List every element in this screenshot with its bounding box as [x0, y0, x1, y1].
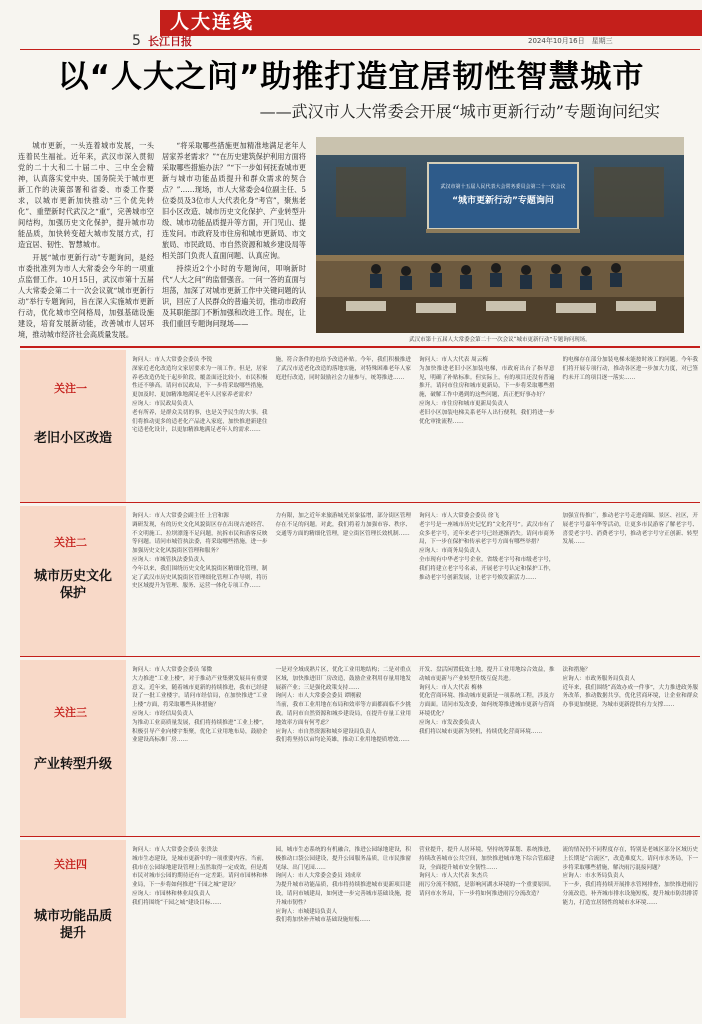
qa-column: 询问人：市人大常委会副主任 上官和源 调研发现，有的历史文化风貌街区存在出现古迹经营、不文明施工、拉坝漂蓬不足问题，抗拆市民和游客反映等问题。请问市城管执法委，将采取哪些措施，进一步加强历史文化风貌街区管理和服务？ 应询人：市城管执法委负责人 今年以来，我们围绕历史文化风貌街区精细化管理，制定了武汉市历史风貌街区管理细化管理工作导则，将历史区域提升为管理、服务、运营一体化专项工作…… — [132, 513, 268, 590]
lead-column-2 — [162, 140, 306, 331]
section-title: 人大连线 — [170, 11, 255, 33]
qa-column: 流的情况仍不同程度存在，特别是老城区部分区域历史上长期是“合流区”，改造难度大。请问市水务局，下一步将采取哪些措施，解决雨污混接问题？ 应询人：市水务局负责人 下一步，我们将持续开展排水管网排查，加快推进雨污分流改造，补齐城市排水设施短板，提升城市防洪排涝能力，打造宜居韧性的城市水环境…… — [562, 847, 698, 906]
qa-column: 力有限，加之近年来旅游城光景象猛增，部分街区管理存在不足的问题。对此，我们将着力加强市容、秩序、交通等方面的精细化管理，建立街区管理长效机制…… — [275, 513, 411, 537]
focus-name: 城市历史文化保护 — [33, 569, 112, 601]
focus-label-box — [20, 506, 126, 656]
qa-column: 施，符合条件的也给予改造补贴。今年，我们积极推进了武汉市适老化改造的落地实施，对特殊困难老年人家庭进行改造，同时鼓励社会力量参与，统筹推进…… — [275, 357, 411, 381]
lead-paragraph: 持续近2个小时的专题询问，叩响新时代“人大之问”的监督强音。一问一答的直面与坦荡，加深了对城市更新工作中关键问题的认识，回应了人民群众的普遍关切，推动市政府及其职能部门不断加强和改进工作。现在，让我们重回专题询问现场—— — [162, 264, 306, 328]
focus-columns — [132, 512, 698, 591]
qa-column: 询问人：市人大常委会委员 张贵法 城市生态建设，是城市更新中的一项重要内容。当前，我市在公园绿地建设管理上虽然取得一定成效，但是离市民对城市公园的期待还有一定差距。请问市园林和林业局，下一步将如何推进“千园之城”建设？ 应询人：市园林和林业局负责人 我们将围绕“千园之城”建设目标…… — [132, 847, 268, 906]
section-divider — [20, 346, 700, 348]
header-divider — [20, 49, 700, 50]
focus-prefix: 关注四 — [54, 858, 87, 871]
qa-column: 一是对全域成熟片区，优化工业用地结构；二是对重点区域，加快推进旧厂房改造，鼓励企业利用存量用地发展新产业；三是强化政策支持…… 询问人：市人大常委会委员 谭刚毅 当前，我市工业用地在布局和效率等方面都面临不少挑战。请问市自然资源和城乡建设局，在提升存量工业用地效率方面有何考虑？ 应询人：市自然资源和城乡建设局负责人 我们将坚持以亩均论英雄，推动工业用地提质增效…… — [275, 667, 411, 744]
focus-prefix: 关注二 — [54, 536, 87, 549]
lead-paragraph: 开展“城市更新行动”专题询问，是经市委批准列为市人大常委会今年的一项重点监督工作。10月15日，武汉市第十五届人大常委会第二十一次会议就“城市更新行动”举行专题询问，旨在深入实施城市更新行动，优化城市空间格局，加强基础设施建设，培育发展新动能，改善城市人居环境，推动城市经济社会高质量发展。 — [18, 253, 154, 339]
focus-name: 城市功能品质提升 — [33, 909, 112, 941]
qa-column: 询问人：市人大代表 周云梅 为加快推进老旧小区加装电梯，市政府出台了指导意见，明确了补贴标准。但实际上，有的项目还没有普遍推开。请问市住房和城市更新局，下一步将采取哪些措施，破解工作中遇到的这些问题，真正把好事办好？ 应询人：市住房和城市更新局负责人 老旧小区加装电梯关系老年人出行便利，我们将进一步优化审批流程…… — [419, 357, 555, 425]
hearing-photo — [316, 137, 684, 333]
focus-label-box — [20, 350, 126, 502]
focus-columns — [132, 846, 698, 925]
page-number: 5 — [132, 33, 141, 49]
lead-paragraph: 城市更新，一头连着城市发展，一头连着民生福祉。近年来，武汉市深入贯彻党的二十大和二十届二中、三中全会精神，认真落实党中央、国务院关于城市更新工作的决策部署和省委、市委工作要求，以城市更新加快推动“三个优先转化”、重塑新时代武汉之“重”，完善城市空间结构，加强历史文化保护，提升城市功能品质，加快转变超大城市发展方式，打造宜居、韧性、智慧城市。 — [18, 141, 154, 249]
screen-line-2: “城市更新行动”专题询问 — [452, 196, 554, 206]
qa-column: 营业提升，提升人居环境，坚持统筹谋划、系统推进，持续改善城市公共空间，加快推进城市地下综合管廊建设，全面提升城市安全韧性…… 询问人：市人大代表 朱杰兵 雨污分流不彻底，是影响河湖水环境的一个重要原因。请问市水务局，下一步将如何推进雨污分流改造？ — [419, 847, 555, 897]
qa-column: 法和措施？ 应询人：市政务服务局负责人 近年来，我们围绕“高效办成一件事”，大力推进政务服务改革，推动数据共享，优化营商环境，让企业和群众办事更加便捷，为城市更新提供有力支撑…… — [562, 667, 698, 709]
focus-section-3 — [20, 660, 700, 837]
qa-column: 的电梯存在部分加装电梯未能按时竣工的问题。今年我们将开展专项行动，推动各区进一步加大力度，对已签约未开工的项目逐一落实…… — [562, 357, 698, 381]
focus-section-4 — [20, 840, 700, 1018]
focus-section-1 — [20, 350, 700, 503]
screen-line-1: 武汉市第十五届人民代表大会常务委员会第二十一次会议 — [440, 184, 566, 190]
article-title: 以“人大之问”助推打造宜居韧性智慧城市 — [57, 59, 645, 95]
article-subtitle: ——武汉市人大常委会开展“城市更新行动”专题询问纪实 — [259, 102, 660, 121]
focus-columns — [132, 666, 698, 745]
lead-column-1 — [18, 140, 154, 342]
qa-column: 开发、盘活闲置低效土地，提升工业用地综合效益，推动城市更新与产业转型升级互促共进。 询问人：市人大代表 梅林 优化营商环境、推动城市更新是一项系统工程，涉及方方面面。请问市发改委，如何统筹推进城市更新与营商环境优化？ 应询人：市发改委负责人 我们将以城市更新为契机，持续优化营商环境…… — [419, 667, 555, 735]
qa-column: 询问人：市人大常委会委员 李锐 深家近老化改造均文家居要求为一项工作。但是，居家养老改造仍处于起步阶段，覆盖面还比较小，市民积极性还不够高。请问市民政局，下一步将采取哪些措施，更加及时、更加精准地满足老年人居家养老需求？ 应询人：市民政局负责人 老有所养，是群众关切的事，也是关乎民生的大事。我们将推动更多的适老化产品进入家庭，加快推进新建住宅适老化设计，以更加精准地满足老年人的需求…… — [132, 357, 268, 434]
qa-column: 询问人：市人大常委会委员 邹微 大力推进“工业上楼”，对于推动产业集聚发展具有重要意义。近年来，随着城市更新的持续推进，我市已经建设了一批工业楼宇。请问市经信局，在加快推进“工业上楼”方面，将采取哪些具体措施？ 应询人：市经信局负责人 为推动工业高质量发展，我们将持续推进“工业上楼”，积极引导产业向楼宇集聚，优化工业用地布局，鼓励企业建设高标准厂房…… — [132, 667, 268, 744]
focus-prefix: 关注一 — [54, 382, 87, 395]
lead-paragraph: “将采取哪些措施更加精准地满足老年人居家养老需求？”“在历史建筑保护利用方面将采取哪些措施办法？”“下一步如何抚查城市更新与城市功能品质提升和群众需求的契合点？”……现场，市人大常委会4位副主任、5位委员及3位市人大代表化身“考官”，聚焦老旧小区改造、城市历史文化保护、产业转型升级、城市功能品质提升等方面，开门见山、提连发问。市政府及市住房和城市更新局、市文旅局、市民政局、市自然资源和城乡建设局等相关部门负责人直面问题、认真应询。 — [162, 141, 306, 260]
focus-label-box — [20, 840, 126, 1018]
qa-column: 加强宣传推广，推动老字号走进商圈、景区、社区，开展老字号嘉年华等活动，让更多市民游客了解老字号、喜爱老字号、消费老字号，推动老字号守正创新、转型发展…… — [562, 513, 698, 546]
focus-columns — [132, 356, 698, 435]
paper-logo: 长江日报 — [148, 35, 192, 48]
focus-label-box — [20, 660, 126, 836]
focus-section-2 — [20, 506, 700, 657]
qa-column: 园，城市生态系统的有机融合，推进公园绿地建设，积极推动口袋公园建设，提升公园服务品质，让市民推窗见绿、出门见园…… 询问人：市人大常委会委员 刘成章 为提升城市功能品质，我市将持续推进城市更新项目建设，请问市城建局，如何进一步完善城市基础设施，提升城市韧性？ 应询人：市城建局负责人 我们将加快补齐城市基础设施短板…… — [275, 847, 411, 924]
issue-date: 2024年10月16日 星期三 — [528, 37, 613, 45]
focus-name: 老旧小区改造 — [33, 431, 112, 446]
focus-name: 产业转型升级 — [33, 757, 112, 772]
qa-column: 询问人：市人大常委会委员 徐飞 老字号是一座城市历史记忆的“文化符号”。武汉市有了众多老字号，近年来老字号已经逐渐消失。请问市商务局，下一步在保护和传承老字号方面有哪些举措？ 应询人：市商务局负责人 全市现有中华老字号企业，省级老字号和市级老字号，我们将建立老字号名录，开展老字号认定和保护工作，推动老字号创新发展，让老字号焕发新活力…… — [419, 513, 555, 581]
focus-prefix: 关注三 — [54, 706, 87, 719]
photo-caption: 武汉市第十五届人大常委会第二十一次会议“城市更新行动”专题询问现场。 — [409, 337, 591, 343]
hearing-photo-illustration — [316, 137, 684, 333]
